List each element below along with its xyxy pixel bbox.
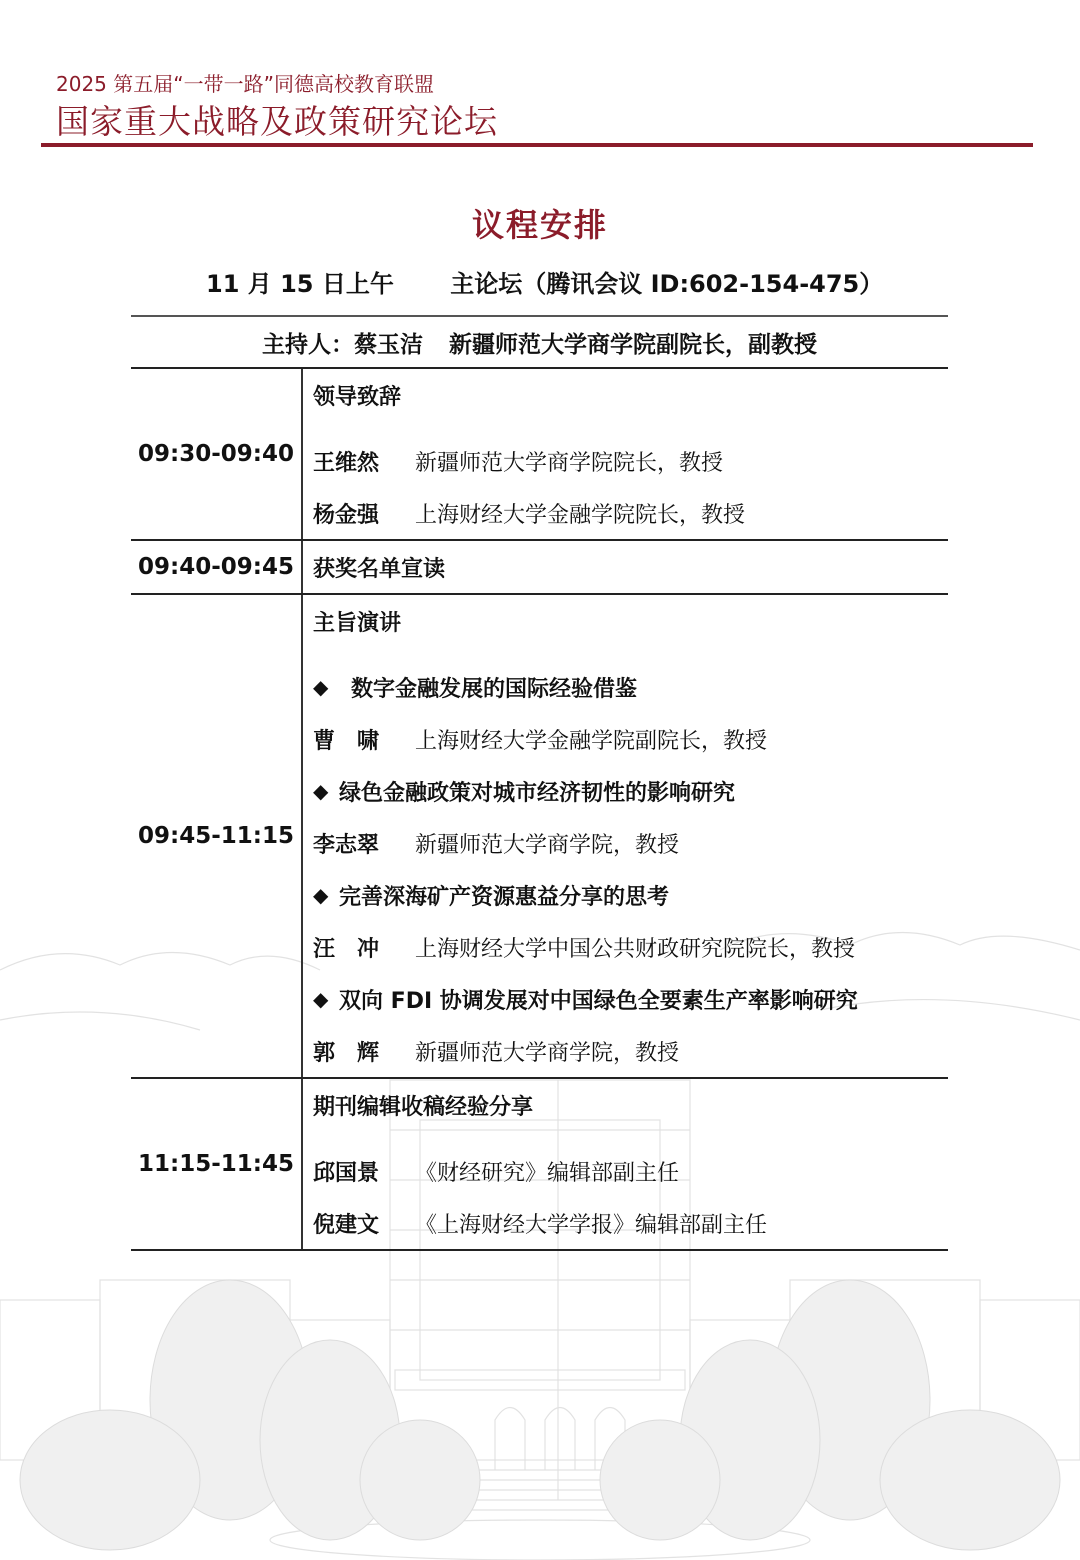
speaker-name: 王维然 <box>313 450 380 476</box>
speaker-line <box>313 487 948 539</box>
row-content <box>303 369 948 539</box>
session-date: 11 月 15 日上午 <box>206 270 394 298</box>
speaker-affiliation: 《上海财经大学学报》编辑部副主任 <box>415 1212 768 1238</box>
row-content <box>303 541 948 593</box>
time-slot: 11:15-11:45 <box>131 1079 303 1249</box>
time-slot: 09:40-09:45 <box>131 541 303 593</box>
header-subtitle: 2025 第五届“一带一路”同德高校教育联盟 <box>56 72 434 96</box>
speaker-affiliation: 上海财经大学金融学院院长，教授 <box>415 502 746 528</box>
segment-heading: 期刊编辑收稿经验分享 <box>313 1094 534 1120</box>
speaker-name: 邱国景 <box>313 1160 380 1186</box>
agenda-row <box>131 1079 948 1251</box>
agenda-row <box>131 595 948 1079</box>
time-slot: 09:30-09:40 <box>131 369 303 539</box>
speaker-name: 郭 辉 <box>313 1040 380 1066</box>
agenda-row <box>131 369 948 541</box>
speaker-name: 杨金强 <box>313 502 380 528</box>
speaker-line <box>313 817 948 869</box>
speaker-line <box>313 921 948 973</box>
topic-title: 双向 FDI 协调发展对中国绿色全要素生产率影响研究 <box>339 988 858 1014</box>
diamond-bullet-icon: ◆ <box>313 779 329 803</box>
time-slot: 09:45-11:15 <box>131 595 303 1077</box>
speaker-line <box>313 1145 948 1197</box>
agenda-row <box>131 541 948 595</box>
segment-heading: 主旨演讲 <box>313 610 402 636</box>
talk-topic <box>313 869 948 921</box>
header-title: 国家重大战略及政策研究论坛 <box>56 102 498 141</box>
header-divider <box>41 143 1033 147</box>
diamond-bullet-icon: ◆ <box>313 987 329 1011</box>
diamond-bullet-icon: ◆ <box>313 883 329 907</box>
agenda-title: 议程安排 <box>471 206 608 244</box>
talk-topic <box>313 973 948 1025</box>
host-title: 新疆师范大学商学院副院长，副教授 <box>449 331 817 358</box>
speaker-name: 李志翠 <box>313 832 380 858</box>
topic-title: 绿色金融政策对城市经济韧性的影响研究 <box>339 780 736 806</box>
forum-header <box>56 70 498 144</box>
speaker-affiliation: 《财经研究》编辑部副主任 <box>415 1160 680 1186</box>
host-label: 主持人：蔡玉洁 <box>262 331 423 358</box>
diamond-bullet-icon: ◆ <box>313 675 329 699</box>
row-content <box>303 1079 948 1249</box>
segment-heading: 获奖名单宣读 <box>313 556 446 582</box>
talk-topic <box>313 765 948 817</box>
talk-topic <box>313 661 948 713</box>
speaker-name: 倪建文 <box>313 1212 380 1238</box>
topic-title: 完善深海矿产资源惠益分享的思考 <box>339 884 670 910</box>
speaker-line <box>313 1197 948 1249</box>
speaker-line <box>313 435 948 487</box>
row-content <box>303 595 948 1077</box>
speaker-affiliation: 新疆师范大学商学院院长，教授 <box>415 450 724 476</box>
topic-title: 数字金融发展的国际经验借鉴 <box>351 676 638 702</box>
speaker-name: 曹 啸 <box>313 728 380 754</box>
session-name: 主论坛（腾讯会议 ID:602-154-475） <box>450 270 884 298</box>
speaker-affiliation: 上海财经大学金融学院副院长，教授 <box>415 728 768 754</box>
speaker-line <box>313 1025 948 1077</box>
speaker-affiliation: 新疆师范大学商学院，教授 <box>415 832 680 858</box>
speaker-line <box>313 713 948 765</box>
speaker-affiliation: 上海财经大学中国公共财政研究院院长，教授 <box>415 936 856 962</box>
segment-heading: 领导致辞 <box>313 384 402 410</box>
speaker-name: 汪 冲 <box>313 936 380 962</box>
host-row <box>131 315 948 369</box>
session-info <box>206 264 883 299</box>
speaker-affiliation: 新疆师范大学商学院，教授 <box>415 1040 680 1066</box>
agenda-table <box>131 315 948 1251</box>
